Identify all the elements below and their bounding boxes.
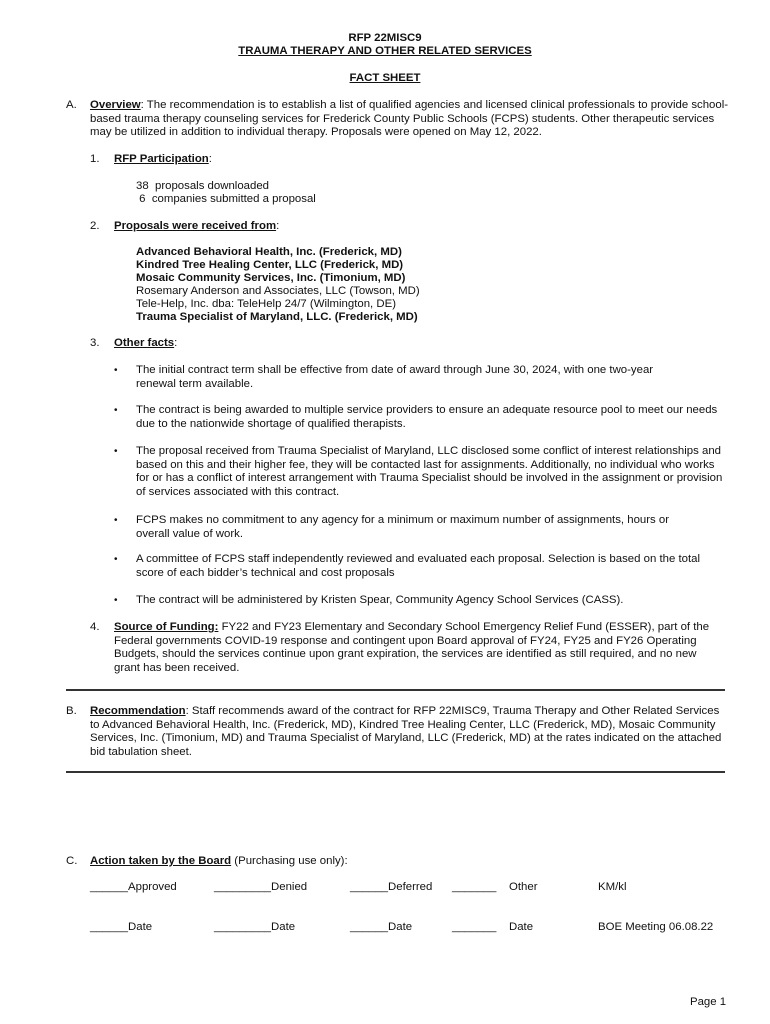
overview-text: : The recommendation is to establish a list of qualified agencies and licensed clinical professionals to provide school-based trauma therapy counseling services for Frederick County Public Schools (FCPS) students. Other therapeutic services may be utilized in addition to individual therapy. Proposals were opened on May 12, 2022.: [90, 99, 729, 139]
fact-item: The initial contract term shall be effective from date of award through June 30, 2024, with one two-year renewal term available.: [136, 364, 654, 390]
deferred-field[interactable]: ______Deferred: [350, 881, 433, 893]
recommendation-text: : Staff recommends award of the contract for RFP 22MISC9, Trauma Therapy and Other Related Services to Advanced Behavioral Health, Inc. (Frederick, MD), Kindred Tree Healing Center, LLC (Frederick, MD), Mosaic Community Services, Inc. (Timonium, MD) and Trauma Specialist of Maryland, LLC (Frederick, MD) at the rates indicated on the attached bid tabulation sheet.: [90, 705, 722, 758]
initials-text: KM/kl: [598, 881, 627, 893]
item-number: 3.: [90, 337, 100, 349]
rfp-number: RFP 22MISC9: [348, 32, 422, 44]
funding-text: FY22 and FY23 Elementary and Secondary School Emergency Relief Fund (ESSER), part of the Federal governments COVID-19 response and contingent upon Board approval of FY24, FY25 and FY26 Operating Budgets, should the services continue upon grant expiration, the services are identified as still required, and no new grant has been received.: [114, 621, 710, 674]
item-number: 2.: [90, 220, 100, 232]
other-facts-heading-line: Other facts:: [114, 337, 178, 349]
denied-field[interactable]: _________Denied: [214, 881, 308, 893]
vendor-item: Kindred Tree Healing Center, LLC (Frederick, MD): [136, 259, 404, 271]
bullet-icon: •: [114, 515, 118, 526]
approved-date-field[interactable]: ______Date: [90, 921, 153, 933]
other-blank[interactable]: _______: [452, 881, 497, 893]
submitted-line: 6 companies submitted a proposal: [136, 193, 316, 205]
bullet-icon: •: [114, 446, 118, 457]
overview-paragraph: [90, 99, 730, 140]
section-c-letter: C.: [66, 855, 78, 867]
bullet-icon: •: [114, 554, 118, 565]
participation-heading-line: RFP Participation:: [114, 153, 212, 165]
deferred-date-field[interactable]: ______Date: [350, 921, 413, 933]
vendor-item: Mosaic Community Services, Inc. (Timonium, MD): [136, 272, 406, 284]
board-action-line: [90, 855, 348, 869]
denied-date-field[interactable]: _________Date: [214, 921, 296, 933]
fact-item: FCPS makes no commitment to any agency for a minimum or maximum number of assignments, hours or overall value of work.: [136, 514, 670, 540]
page-number: Page 1: [690, 996, 727, 1008]
bullet-icon: •: [114, 595, 118, 606]
section-b-letter: B.: [66, 705, 77, 717]
vendor-item: Advanced Behavioral Health, Inc. (Frederick, MD): [136, 246, 402, 258]
item-number: 4.: [90, 621, 100, 633]
board-action-heading: Action taken by the Board: [90, 855, 232, 867]
other-date-blank[interactable]: _______: [452, 921, 497, 933]
bullet-icon: •: [114, 405, 118, 416]
downloads-line: 38 proposals downloaded: [136, 180, 269, 192]
divider: [66, 771, 725, 773]
vendor-item: Tele-Help, Inc. dba: TeleHelp 24/7 (Wilmington, DE): [136, 298, 396, 310]
boe-meeting-date: BOE Meeting 06.08.22: [598, 921, 714, 933]
document-title: TRAUMA THERAPY AND OTHER RELATED SERVICES: [238, 45, 532, 57]
bullet-icon: •: [114, 365, 118, 376]
proposals-heading-line: Proposals were received from:: [114, 220, 280, 232]
fact-sheet-heading: FACT SHEET: [349, 72, 421, 84]
other-label: Other: [509, 881, 538, 893]
overview-heading: Overview: [90, 99, 141, 111]
recommendation-heading: Recommendation: [90, 705, 186, 717]
vendor-item: Trauma Specialist of Maryland, LLC. (Frederick, MD): [136, 311, 418, 323]
funding-heading: Source of Funding:: [114, 621, 219, 633]
fact-item: The contract is being awarded to multiple service providers to ensure an adequate resource pool to meet our needs due to the nationwide shortage of qualified therapists.: [136, 404, 718, 430]
item-number: 1.: [90, 153, 100, 165]
fact-item: A committee of FCPS staff independently reviewed and evaluated each proposal. Selection is based on the total score of each bidder’s technical and cost proposals: [136, 553, 700, 579]
board-action-note: (Purchasing use only):: [231, 855, 348, 867]
funding-paragraph: [114, 621, 724, 675]
fact-item: The proposal received from Trauma Specialist of Maryland, LLC disclosed some conflict of interest relationships and based on this and their higher fee, they will be contacted last for assignments. Additionally, no individual who works for or has a conflict of interest arrangement with Trauma Specialist should be involved in the assignment or provision of services associated with this contract.: [136, 445, 723, 498]
approved-field[interactable]: ______Approved: [90, 881, 177, 893]
vendor-item: Rosemary Anderson and Associates, LLC (Towson, MD): [136, 285, 420, 297]
divider: [66, 689, 725, 691]
section-a-letter: A.: [66, 99, 77, 111]
recommendation-paragraph: [90, 705, 726, 759]
other-date-label: Date: [509, 921, 534, 933]
fact-item: The contract will be administered by Kristen Spear, Community Agency School Services (CASS).: [136, 594, 624, 606]
